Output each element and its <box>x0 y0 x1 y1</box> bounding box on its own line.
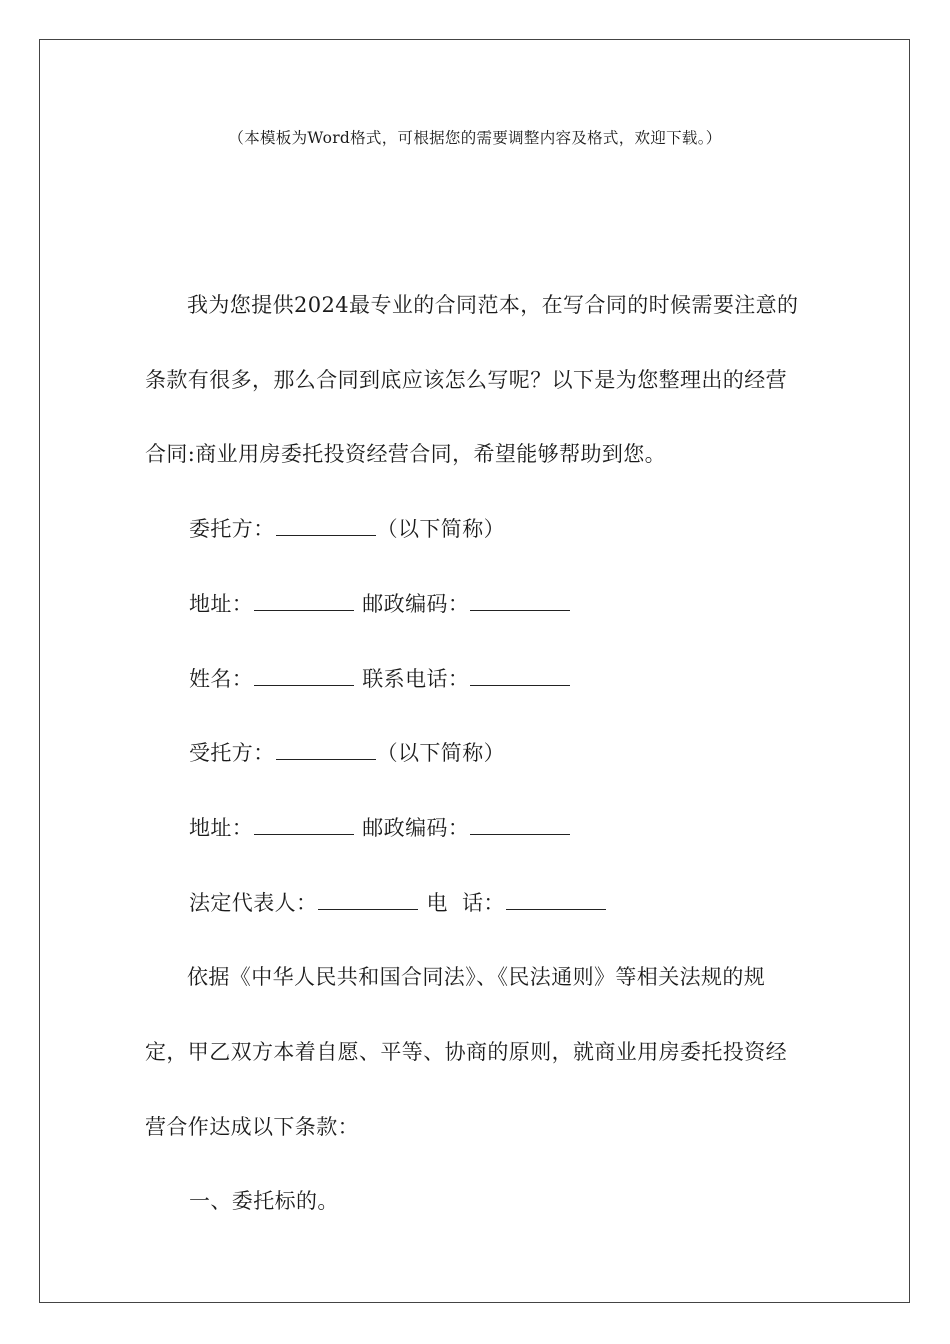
agent-rep-label: 法定代表人： <box>189 890 318 915</box>
agent-postcode-blank[interactable] <box>470 814 570 835</box>
principal-address-label: 地址： <box>189 591 254 616</box>
principal-phone-label: 联系电话： <box>362 666 470 691</box>
principal-address-line <box>145 567 805 642</box>
principal-address-blank[interactable] <box>254 590 354 611</box>
agent-address-label: 地址： <box>189 815 254 840</box>
principal-phone-blank[interactable] <box>470 665 570 686</box>
principal-name-line <box>145 642 805 717</box>
principal-postcode-blank[interactable] <box>470 590 570 611</box>
template-note: （本模板为Word格式，可根据您的需要调整内容及格式，欢迎下载。） <box>228 129 722 147</box>
agent-blank[interactable] <box>276 739 376 760</box>
agent-label: 受托方： <box>189 741 275 766</box>
principal-line <box>145 492 805 567</box>
principal-label: 委托方： <box>189 517 275 542</box>
agent-rep-line <box>145 866 805 941</box>
principal-postcode-label: 邮政编码： <box>362 591 470 616</box>
principal-suffix: （以下简称） <box>376 517 506 542</box>
agent-address-blank[interactable] <box>254 814 354 835</box>
agent-address-line <box>145 791 805 866</box>
document-body <box>145 268 805 1239</box>
principal-name-label: 姓名： <box>189 666 254 691</box>
agent-postcode-label: 邮政编码： <box>362 815 470 840</box>
intro-paragraph: 我为您提供2024最专业的合同范本，在写合同的时候需要注意的条款有很多，那么合同到底应该怎么写呢？以下是为您整理出的经营合同:商业用房委托投资经营合同，希望能够帮助到您。 <box>145 293 799 467</box>
agent-rep-blank[interactable] <box>318 889 418 910</box>
principal-blank[interactable] <box>276 515 376 536</box>
principal-name-blank[interactable] <box>254 665 354 686</box>
section-heading-1: 一、委托标的。 <box>189 1189 339 1214</box>
basis-paragraph: 依据《中华人民共和国合同法》、《民法通则》等相关法规的规定，甲乙双方本着自愿、平等、协商的原则，就商业用房委托投资经营合作达成以下条款： <box>145 965 787 1139</box>
agent-phone-blank[interactable] <box>506 889 606 910</box>
agent-line <box>145 716 805 791</box>
agent-phone-label: 电 话： <box>426 890 505 915</box>
agent-suffix: （以下简称） <box>376 741 506 766</box>
